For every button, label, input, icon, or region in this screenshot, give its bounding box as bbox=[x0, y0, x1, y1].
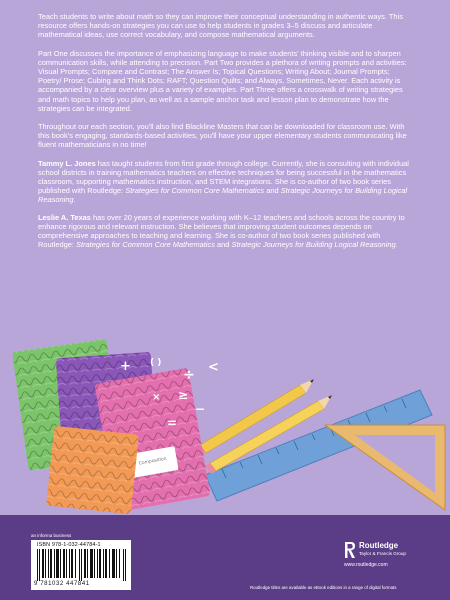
informa-tagline: an informa business bbox=[31, 533, 72, 538]
series-title: Strategies for Common Core Mathematics bbox=[125, 186, 265, 196]
times-symbol: × bbox=[152, 392, 161, 403]
publisher-subtitle: Taylor & Francis Group bbox=[359, 551, 406, 556]
publisher-name: Routledge bbox=[359, 541, 399, 550]
equals-symbol: = bbox=[167, 416, 178, 430]
bio-text: . bbox=[73, 195, 76, 205]
barcode-number: 9 781032 447841 bbox=[34, 581, 90, 587]
bio-text: has taught students from first grade through college. Currently, she is consulting with individual school districts in training mathematics teachers on effective techniques for being successful in the mathematics classroom, supporting mathematics instruction, and STEM integrations. She is co-author of two book series published with Routledge: bbox=[38, 158, 409, 196]
less-than-symbol: < bbox=[208, 360, 219, 375]
blurb-paragraph-1: Teach students to write about math so they can improve their conceptual understanding in authentic ways. This resource offers hands-on strategies you can use to help students in grades 3–5 discuss and articulate mathematical ideas, use correct vocabulary, and compose mathematical arguments. bbox=[38, 12, 403, 40]
greater-equal-symbol: ≥ bbox=[178, 388, 189, 402]
blurb-paragraph-2: Part One discusses the importance of emphasizing language to make students' thinking visible and to sharpen communication skills, while attending to precision. Part Two provides a plethora of writing prompts and activities: Visual Prompts; Compare and Contrast; The Answer Is; Topical Questions; Writing About; Journal Prompts; Poetry/ Prose; Cubing and Think Dots; RAFT; Question Quilts; and Always, Sometimes, Never. Each activity is accompanied by a clear overview plus a variety of examples. Part Three offers a crosswalk of writing strategies and math topics to help you plan, as well as a sample anchor task and lesson plan to demonstrate how the strategies can be integrated. bbox=[38, 48, 407, 113]
series-title: Strategic Journeys for Building Logical Reasoning bbox=[231, 240, 396, 250]
plus-symbol: + bbox=[120, 359, 131, 374]
bio-text: has over 20 years of experience working with K–12 teachers and schools across the country to enhance rigorous and relevant instruction. She believes that improving student outcomes depends on comprehensive approaches to teaching and learning. She is co-author of two book series published with Routledge: bbox=[38, 212, 405, 250]
bio-text: and bbox=[214, 240, 232, 250]
back-cover-text bbox=[38, 12, 413, 257]
author-name: Tammy L. Jones bbox=[38, 158, 96, 168]
minus-symbol: − bbox=[195, 402, 206, 416]
barcode-panel bbox=[31, 540, 131, 590]
author-name: Leslie A. Texas bbox=[38, 212, 91, 222]
barcode-image bbox=[35, 549, 129, 581]
series-title: Strategies for Common Core Mathematics bbox=[76, 240, 215, 250]
publisher-url: www.routledge.com bbox=[344, 562, 388, 568]
routledge-r-icon bbox=[344, 541, 356, 559]
notebook-label: Composition bbox=[138, 456, 168, 467]
school-supplies-illustration bbox=[0, 335, 450, 515]
ebook-note: Routledge titles are available as eBook editions in a range of digital formats bbox=[250, 585, 397, 590]
divide-symbol: ÷ bbox=[183, 367, 195, 383]
notebook-image bbox=[46, 426, 139, 514]
author-bio-texas bbox=[38, 213, 413, 250]
series-title: Strategic Journeys for Building Logical Reasoning bbox=[38, 186, 408, 205]
set-square-image bbox=[325, 425, 445, 510]
author-bio-jones bbox=[38, 159, 413, 205]
bio-text: . bbox=[395, 240, 398, 250]
blurb-paragraph-3: Throughout our each section, you'll also find Blackline Masters that can be downloaded for classroom use. With this book's engaging, standards-based activities, you'll have your upper elementary students communicating like fluent mathematicians in no time! bbox=[38, 122, 407, 150]
isbn-text: ISBN 978-1-032-44784-1 bbox=[37, 542, 101, 548]
bio-text: and bbox=[264, 186, 281, 196]
parentheses-symbol: ( ) bbox=[150, 358, 162, 368]
